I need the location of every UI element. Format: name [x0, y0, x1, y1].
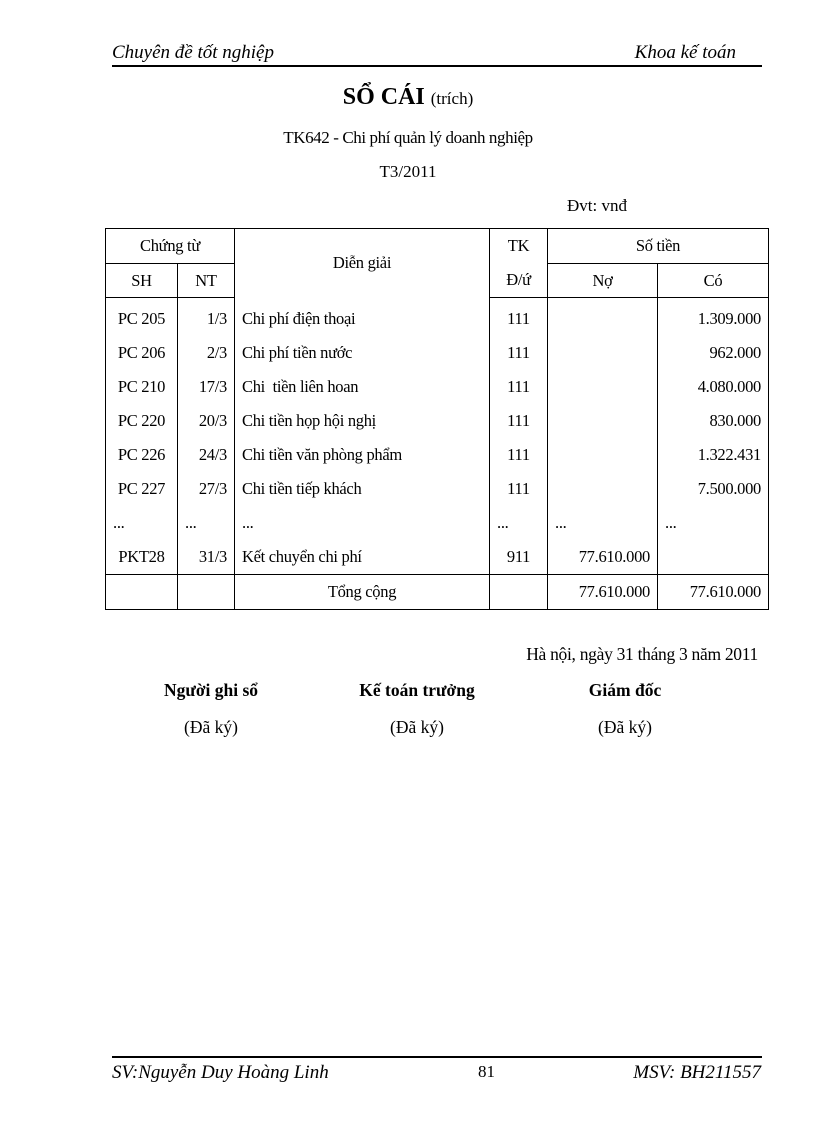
cell-sh: PC 220: [106, 404, 178, 438]
table-row-ellipsis: [106, 506, 769, 540]
cell-tk: 111: [490, 472, 548, 506]
cell-dien-giai: Chi phí tiền nước: [235, 336, 490, 370]
cell-dien-giai: ...: [235, 506, 490, 540]
footer-rule: [112, 1056, 762, 1058]
cell-no: 77.610.000: [548, 540, 658, 575]
cell-tk: 111: [490, 370, 548, 404]
cell-tk: 111: [490, 302, 548, 336]
footer-page-number: 81: [478, 1062, 495, 1081]
cell-dien-giai: Chi tiền họp hội nghị: [235, 404, 490, 438]
cell-no: [548, 472, 658, 506]
table-row: [106, 336, 769, 370]
cell-nt: 24/3: [178, 438, 235, 472]
cell-tk: 111: [490, 438, 548, 472]
ledger-table: [105, 228, 769, 610]
header-tk: TK: [490, 229, 548, 264]
document-title: [0, 84, 816, 111]
table-row: [106, 404, 769, 438]
period: T3/2011: [379, 162, 437, 181]
account-subtitle: TK642 - Chi phí quản lý doanh nghiệp: [283, 128, 533, 147]
place-date: Hà nội, ngày 31 tháng 3 năm 2011: [526, 644, 758, 664]
header-nt: NT: [178, 264, 235, 298]
header-row-1: [106, 229, 769, 264]
header-dien-giai: Diễn giải: [235, 229, 490, 298]
signature-title-director: Giám đốc: [588, 680, 662, 700]
header-co: Có: [658, 264, 769, 298]
title-sub: (trích): [430, 89, 474, 108]
cell-tk: 911: [490, 540, 548, 575]
header-course-title: Chuyên đề tốt nghiệp: [112, 42, 274, 63]
total-no: 77.610.000: [548, 575, 658, 610]
signature-status-director: (Đã ký): [598, 717, 652, 737]
cell-tk: 111: [490, 336, 548, 370]
footer-student-id: MSV: BH211557: [633, 1062, 761, 1083]
cell-dien-giai: Chi tiền văn phòng phẩm: [235, 438, 490, 472]
table-row: [106, 472, 769, 506]
cell-dien-giai: Kết chuyển chi phí: [235, 540, 490, 575]
currency-unit: Đvt: vnđ: [567, 196, 627, 215]
cell-nt: 27/3: [178, 472, 235, 506]
signature-title-chief-accountant: Kế toán trưởng: [359, 680, 475, 700]
header-no: Nợ: [548, 264, 658, 298]
cell-co: 962.000: [658, 336, 769, 370]
total-label: Tổng cộng: [235, 575, 490, 610]
header-department: Khoa kế toán: [634, 42, 736, 63]
cell-nt: ...: [178, 506, 235, 540]
cell-sh: PC 226: [106, 438, 178, 472]
table-row: [106, 540, 769, 575]
cell-tk: 111: [490, 404, 548, 438]
header-chung-tu: Chứng từ: [106, 229, 235, 264]
cell-sh: PC 227: [106, 472, 178, 506]
cell-tk: ...: [490, 506, 548, 540]
cell-co: 1.322.431: [658, 438, 769, 472]
cell-nt: 2/3: [178, 336, 235, 370]
table-row: [106, 302, 769, 336]
cell-co: 4.080.000: [658, 370, 769, 404]
cell-co: 830.000: [658, 404, 769, 438]
header-doi-ung: Đ/ứ: [490, 264, 548, 298]
cell-no: [548, 370, 658, 404]
cell-nt: 20/3: [178, 404, 235, 438]
signature-title-recorder: Người ghi sổ: [163, 680, 259, 700]
cell-nt: 1/3: [178, 302, 235, 336]
cell-co: [658, 540, 769, 575]
cell-dien-giai: Chi tiền tiếp khách: [235, 472, 490, 506]
footer-student-name: SV:Nguyễn Duy Hoàng Linh: [112, 1062, 329, 1083]
cell-no: ...: [548, 506, 658, 540]
signature-status-recorder: (Đã ký): [184, 717, 238, 737]
cell-nt: 31/3: [178, 540, 235, 575]
cell-no: [548, 438, 658, 472]
cell-no: [548, 404, 658, 438]
cell-co: 7.500.000: [658, 472, 769, 506]
cell-co: ...: [658, 506, 769, 540]
cell-sh: PC 210: [106, 370, 178, 404]
signature-status-chief-accountant: (Đã ký): [390, 717, 444, 737]
cell-no: [548, 302, 658, 336]
cell-sh: ...: [106, 506, 178, 540]
cell-dien-giai: Chi tiền liên hoan: [235, 370, 490, 404]
cell-co: 1.309.000: [658, 302, 769, 336]
cell-sh: PC 206: [106, 336, 178, 370]
cell-nt: 17/3: [178, 370, 235, 404]
total-co: 77.610.000: [658, 575, 769, 610]
cell-sh: PC 205: [106, 302, 178, 336]
cell-sh: PKT28: [106, 540, 178, 575]
table-row: [106, 438, 769, 472]
cell-dien-giai: Chi phí điện thoại: [235, 302, 490, 336]
header-so-tien: Số tiền: [548, 229, 769, 264]
cell-no: [548, 336, 658, 370]
total-row: [106, 575, 769, 610]
header-rule: [112, 65, 762, 67]
table-row: [106, 370, 769, 404]
header-sh: SH: [106, 264, 178, 298]
title-main: SỔ CÁI: [342, 84, 425, 110]
